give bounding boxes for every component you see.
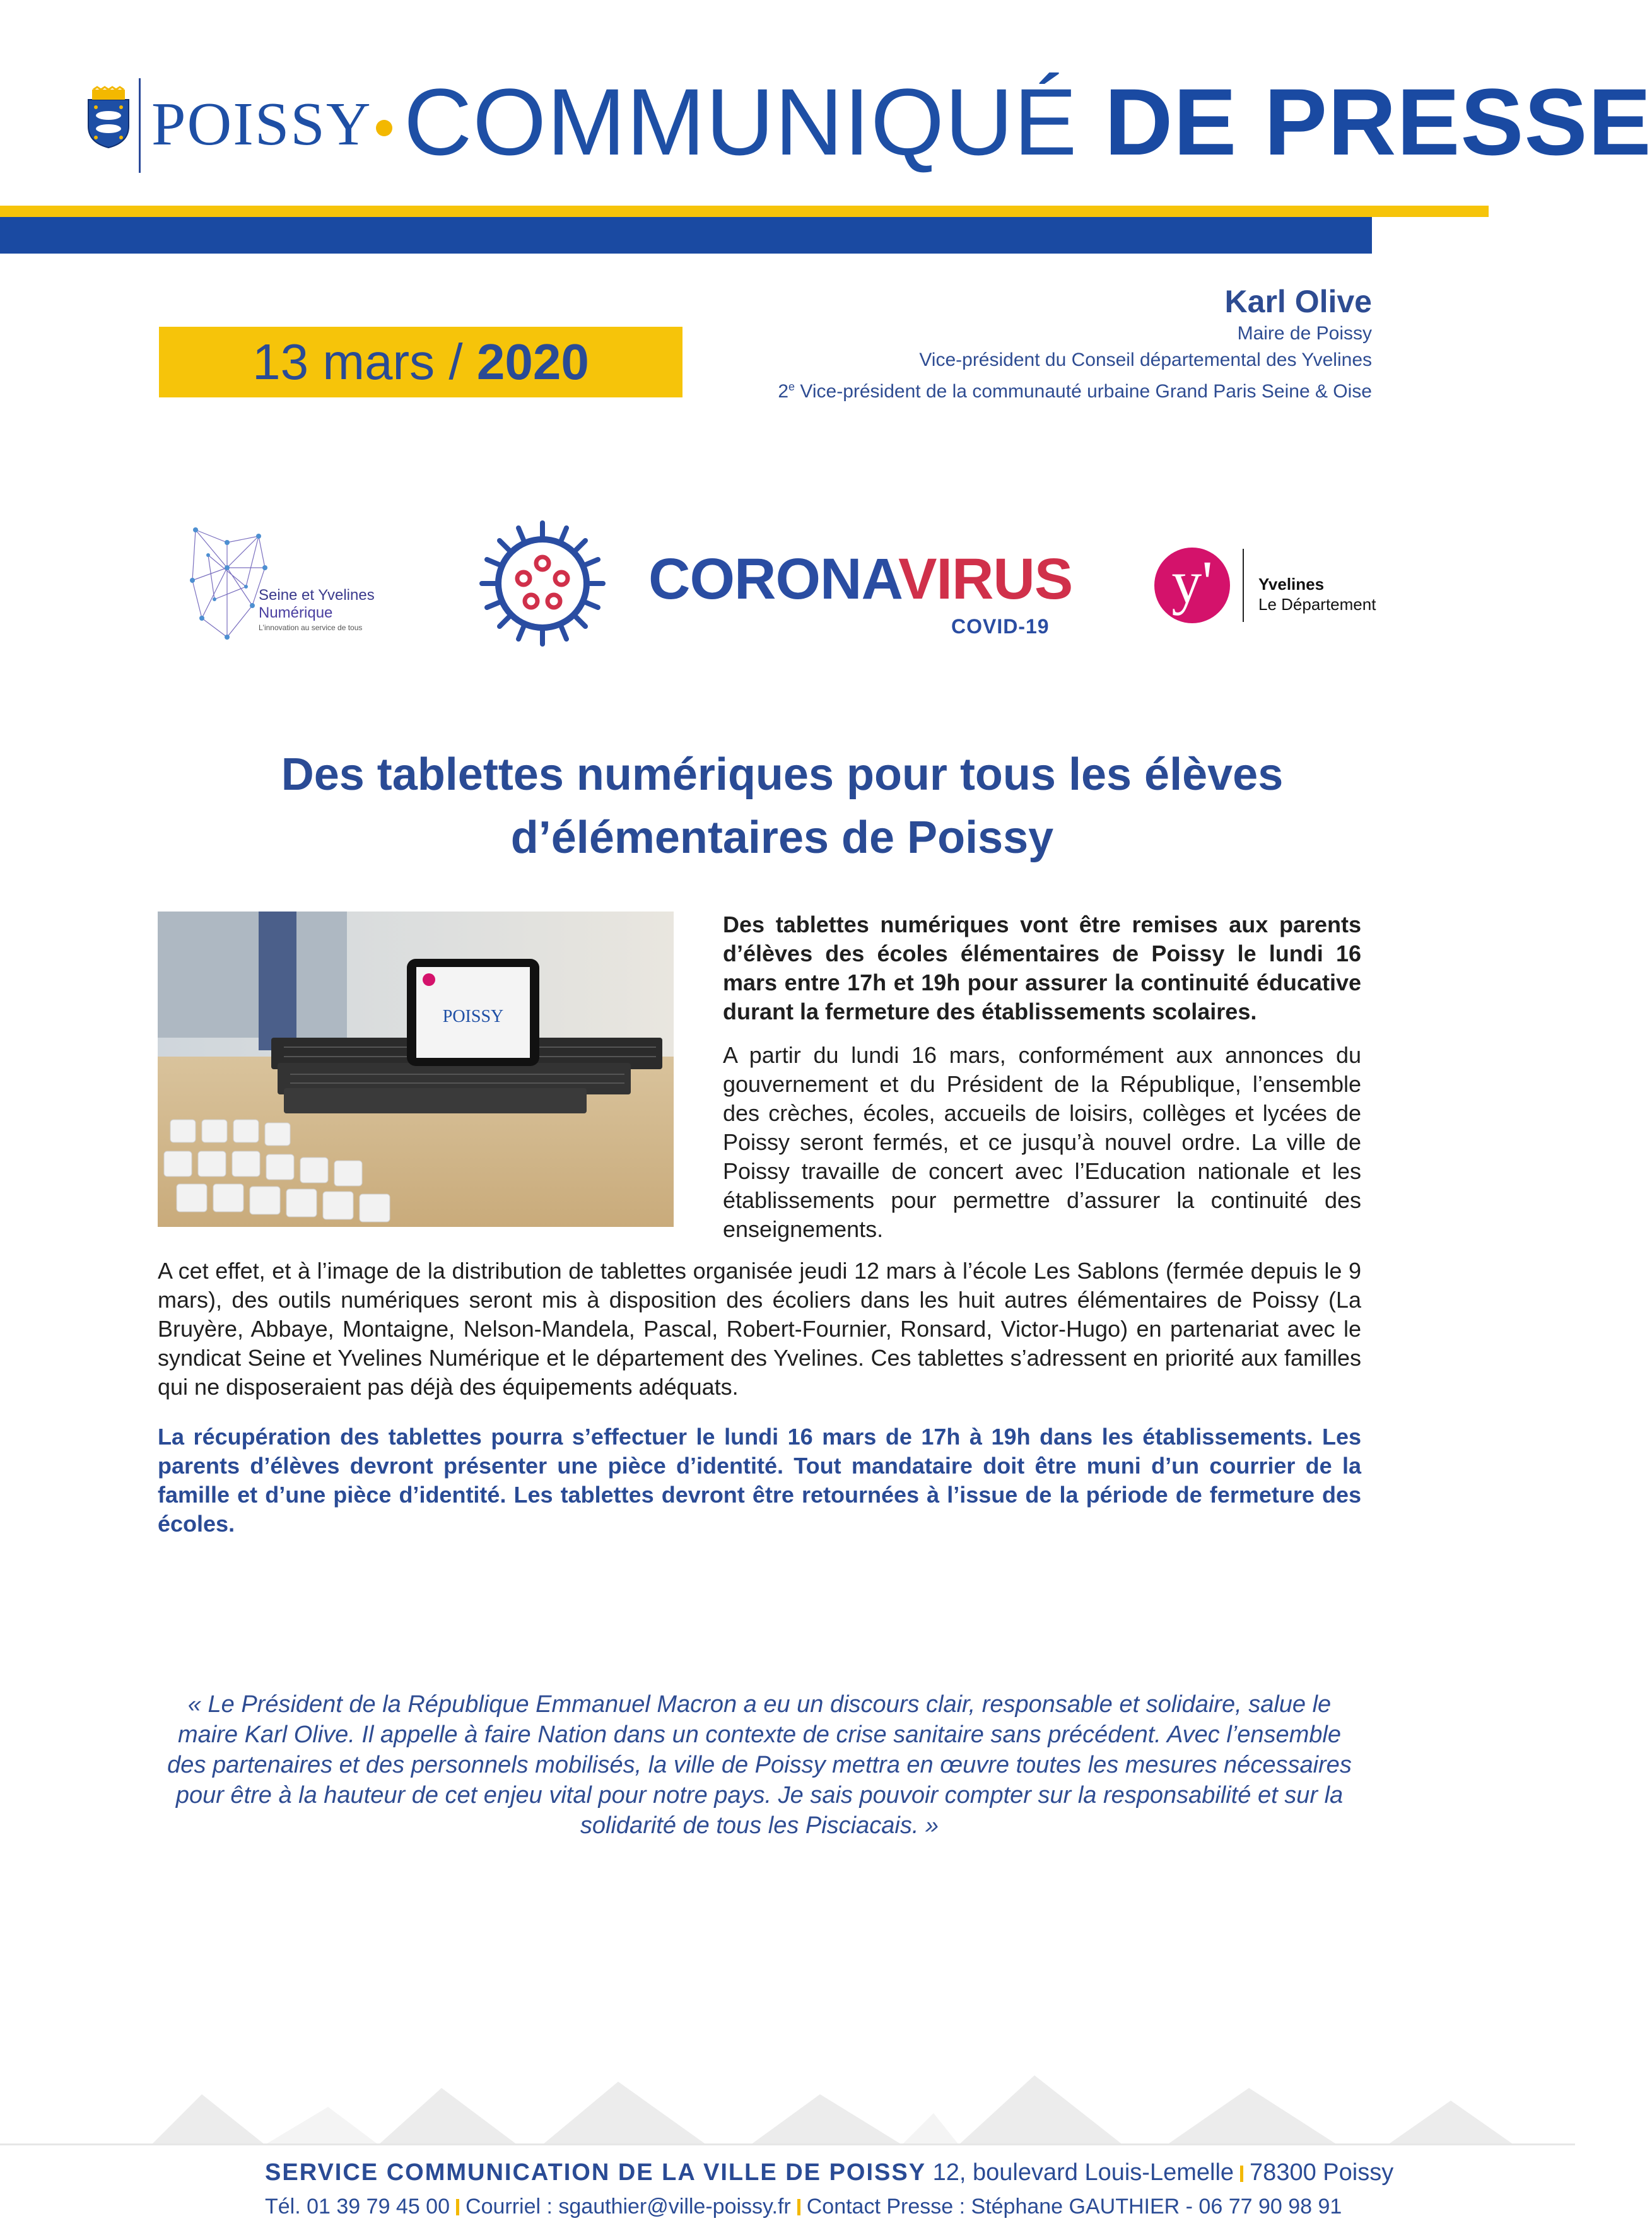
poissy-crest-logo: [86, 87, 131, 149]
yvelines-name: Yvelines: [1258, 575, 1325, 594]
covid-subtitle: COVID-19: [951, 615, 1050, 638]
title-light: COMMUNIQUÉ: [404, 69, 1078, 175]
release-date: [159, 333, 682, 391]
footer-email[interactable]: Courriel : sgauthier@ville-poissy.fr: [466, 2195, 791, 2219]
virus-icon: [479, 520, 606, 647]
footer-service: SERVICE COMMUNICATION DE LA VILLE DE POISSY: [265, 2159, 927, 2186]
footer-phone: Tél. 01 39 79 45 00: [265, 2195, 450, 2219]
intro-paragraph: Des tablettes numériques vont être remises aux parents d’élèves des écoles élémentaires de Poissy le lundi 16 mars entre 17h et 19h pour assurer la continuité éducative durant la fermeture des établissements scolaires.: [723, 912, 1361, 1024]
footer-separator: [456, 2199, 459, 2215]
author-name: Karl Olive: [1224, 284, 1372, 319]
date-year: 2020: [476, 334, 589, 390]
footer-postal: 78300 Poissy: [1250, 2159, 1394, 2186]
corona-word-a: CORONA: [648, 547, 899, 611]
body-paragraph-4: La récupération des tablettes pourra s’effectuer le lundi 16 mars de 17h à 19h dans les établissements. Les parents d’élèves devront présenter une pièce d’identité. Tout mandataire doit être muni d’un courrier de la famille et d’une pièce d’identité. Les tablettes devront être retournées à l’issue de la période de fermeture des écoles.: [158, 1424, 1361, 1537]
footer-separator: [1240, 2166, 1243, 2182]
date-day-month: 13 mars /: [252, 334, 463, 390]
seine-yvelines-numerique: Numérique: [259, 604, 333, 621]
header-blue-band: [0, 217, 1372, 254]
yvelines-departement: Le Département: [1258, 595, 1376, 614]
mayor-quote: « Le Président de la République Emmanuel Macron a eu un discours clair, responsable et solidaire, salue le maire Karl Olive. Il appelle à faire Nation dans un contexte de crise sanitaire sans précédent. Avec l’ensemble des partenaires et des personnels mobilisés, la ville de Poissy mettra en œuvre toutes les mesures nécessaires pour être à la hauteur de cet enjeu vital pour notre pays. Je sais pouvoir compter sur la responsabilité et sur la solidarité de tous les Pisciacais. »: [167, 1691, 1352, 1839]
seine-yvelines-name: Seine et Yvelines: [259, 587, 375, 604]
author-block: [778, 283, 1372, 405]
author-title-3: 2e Vice-président de la communauté urbaine Grand Paris Seine & Oise: [778, 380, 1372, 402]
footer-line-1: [265, 2157, 1393, 2188]
seine-yvelines-tagline: L'innovation au service de tous: [259, 623, 363, 632]
page-title: [404, 69, 1652, 175]
body-paragraph-3: A cet effet, et à l’image de la distribution de tablettes organisée jeudi 12 mars à l’école Les Sablons (fermée depuis le 9 mars), des outils numériques seront mis à disposition des écoliers dans les huit autres élémentaires de Poissy (La Bruyère, Abbaye, Montaigne, Nelson-Mandela, Pascal, Robert-Fournier, Ronsard, Victor-Hugo) en partenariat avec le syndicat Seine et Yvelines Numérique et le département des Yvelines. Ces tablettes s’adressent en priorité aux familles qui ne disposeraient pas déjà des équipements adéquats.: [158, 1258, 1361, 1400]
header-yellow-band: [0, 206, 1489, 217]
footer-contact: Contact Presse : Stéphane GAUTHIER - 06 77 90 98 91: [806, 2195, 1342, 2219]
yvelines-divider: [1243, 549, 1244, 622]
yvelines-logo-letter: y': [1171, 548, 1213, 616]
author-title-1: Maire de Poissy: [1237, 323, 1372, 344]
footer-rule: [0, 2143, 1575, 2145]
title-bold: DE PRESSE: [1104, 69, 1652, 175]
corona-word-b: VIRUS: [898, 547, 1073, 611]
footer-decoration: [0, 2069, 1575, 2145]
article-headline: Des tablettes numériques pour tous les élèves d’élémentaires de Poissy: [281, 749, 1284, 863]
header-divider: [139, 78, 141, 173]
brand-name: POISSY: [151, 90, 372, 158]
tablet-logo-text: POISSY: [442, 1007, 504, 1026]
footer-address: 12, boulevard Louis-Lemelle: [932, 2159, 1234, 2186]
author-title-2: Vice-président du Conseil départemental des Yvelines: [919, 349, 1372, 370]
footer-line-2: [265, 2193, 1342, 2220]
brand-dot: [376, 120, 392, 136]
tablets-photo: [158, 912, 674, 1227]
footer-separator: [797, 2199, 800, 2215]
body-paragraph-2: A partir du lundi 16 mars, conformément aux annonces du gouvernement et du Président de la République, l’ensemble des crèches, écoles, accueils de loisirs, collèges et lycées de Poissy seront fermés, et ce jusqu’à nouvel ordre. La ville de Poissy travaille de concert avec l’Education nationale et les établissements pour permettre d’assurer la continuité des enseignements.: [723, 1042, 1361, 1242]
coronavirus-wordmark: [648, 547, 1073, 611]
